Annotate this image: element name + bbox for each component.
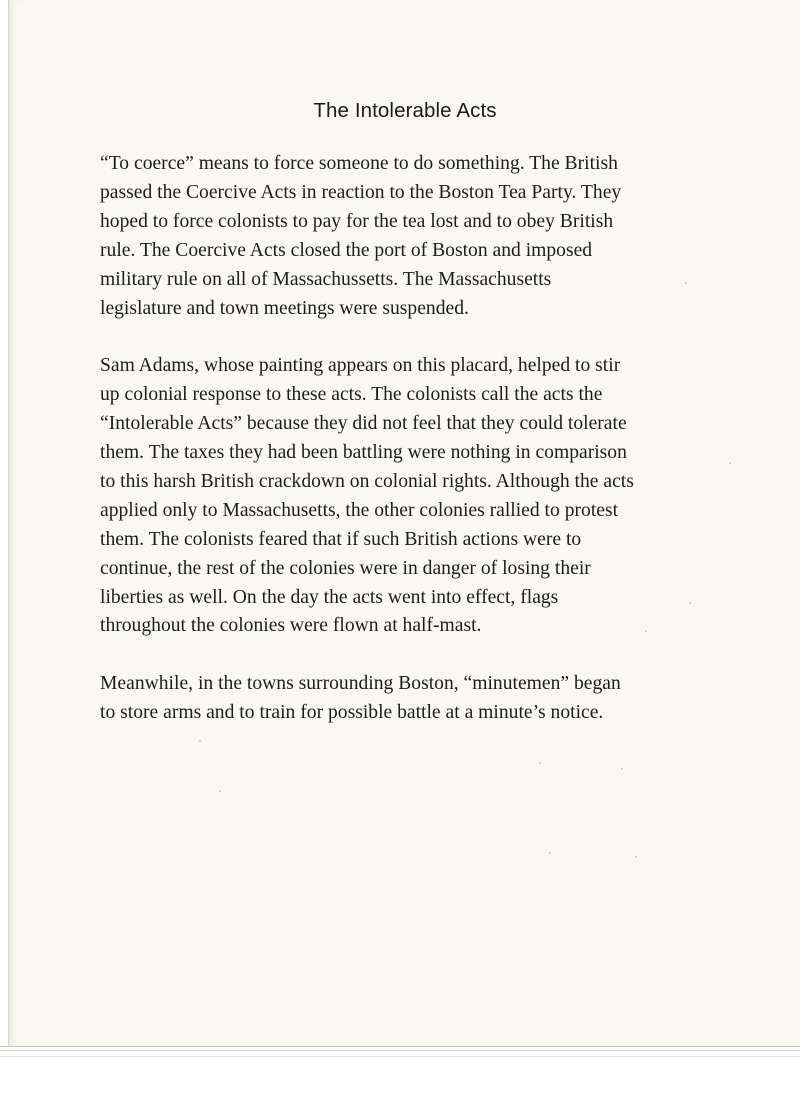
text-line: hoped to force colonists to pay for the tea lost and to obey British: [100, 210, 614, 232]
text-line: them. The taxes they had been battling were nothing in comparison: [100, 442, 627, 464]
paragraph-minutemen: [100, 670, 740, 728]
scan-speck: [219, 790, 221, 792]
text-line: legislature and town meetings were suspended.: [100, 297, 469, 319]
text-line: to store arms and to train for possible battle at a minute’s notice.: [100, 702, 604, 724]
text-line: “Intolerable Acts” because they did not feel that they could tolerate: [100, 413, 627, 435]
document-body: [100, 150, 740, 757]
scan-speck: [539, 762, 541, 764]
paragraph-sam-adams: [100, 352, 740, 641]
scan-speck: [549, 852, 551, 854]
text-line: applied only to Massachusetts, the other colonies rallied to protest: [100, 499, 619, 521]
text-line: military rule on all of Massachussetts. The Massachusetts: [100, 268, 552, 290]
text-line: continue, the rest of the colonies were in danger of losing their: [100, 557, 591, 579]
text-line: passed the Coercive Acts in reaction to the Boston Tea Party. They: [100, 181, 622, 203]
text-line: them. The colonists feared that if such British actions were to: [100, 528, 582, 550]
text-line: Sam Adams, whose painting appears on this placard, helped to stir: [100, 355, 621, 377]
text-line: “To coerce” means to force someone to do something. The British: [100, 153, 618, 174]
text-line: up colonial response to these acts. The colonists call the acts the: [100, 384, 603, 406]
scan-speck: [621, 768, 623, 770]
text-line: Meanwhile, in the towns surrounding Boston, “minutemen” began: [100, 673, 621, 695]
text-line: to this harsh British crackdown on colonial rights. Although the acts: [100, 470, 634, 492]
page-edge: [0, 1056, 800, 1057]
page-edge: [0, 1046, 800, 1047]
text-line: rule. The Coercive Acts closed the port of Boston and imposed: [100, 239, 593, 261]
document-title: The Intolerable Acts: [313, 99, 497, 122]
text-line: throughout the colonies were flown at half-mast.: [100, 615, 482, 637]
paragraph-coercive-acts: [100, 150, 740, 323]
page-edge: [0, 1050, 800, 1051]
text-line: liberties as well. On the day the acts went into effect, flags: [100, 586, 559, 608]
scan-speck: [635, 856, 637, 858]
